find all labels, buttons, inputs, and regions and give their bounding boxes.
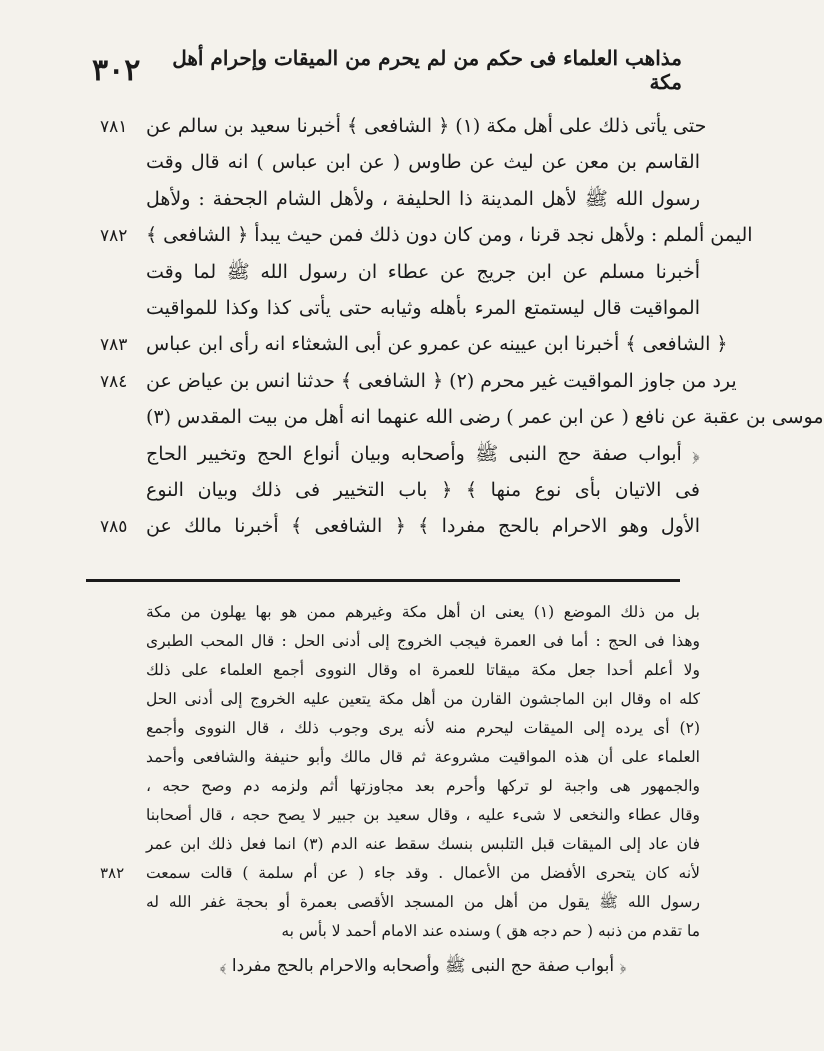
line-text: العلماء على أن هذه المواقيت مشروعة ثم قال مالك وأبو حنيفة والشافعى وأحمد [146,748,700,766]
line-text: كله اه وقال ابن الماجشون القارن من أهل مكة يتعين عليه الخروج إلى أدنى الحل [146,690,700,708]
line-text: ﴿ أبواب صفة حج النبى ﷺ وأصحابه وبيان أنواع الحج وتخيير الحاج [146,442,700,465]
line-text: فى الاتيان بأى نوع منها ﴾ ﴿ باب التخيير فى ذلك وبيان النوع [146,478,700,501]
page-header [92,48,682,92]
page-number: ٣٠٢ [92,52,141,88]
footnotes [94,598,700,986]
text-line [94,181,700,217]
hadith-number: ٧٨٥ [100,517,128,538]
text-line [94,290,700,326]
footnote-line [94,627,700,656]
line-text: لأنه كان يتحرى الأفضل من الأعمال . وقد جاء ( عن أم سلمة ) قالت سمعت [146,864,700,882]
hadith-number: ٧٨٤ [100,371,128,392]
footnote-line [94,598,700,627]
line-text: موسى بن عقبة عن نافع ( عن ابن عمر ) رضى الله عنهما انه أهل من بيت المقدس (٣) [146,406,824,429]
line-text: اليمن ألملم : ولأهل نجد قرنا ، ومن كان دون ذلك فمن حيث يبدأ ﴿ الشافعى ﴾ [146,224,753,247]
line-text: ما تقدم من ذنبه ( حم دجه هق ) وسنده عند الامام أحمد لا بأس به [281,922,700,940]
footnote-line [94,772,700,801]
footnote-line [94,917,700,946]
text-line [94,508,700,544]
line-text: القاسم بن معن عن ليث عن طاوس ( عن ابن عباس ) انه قال وقت [146,151,700,174]
line-text: يرد من جاوز المواقيت غير محرم (٢) ﴿ الشافعى ﴾ حدثنا انس بن عياض عن [146,369,737,392]
line-text: بل من ذلك الموضع (١) يعنى ان أهل مكة وغيرهم ممن هو بها يهلون من مكة [146,603,701,621]
section-title: ﴿ أبواب صفة حج النبى ﷺ وأصحابه والاحرام بالحج مفردا ﴾ [219,956,627,976]
footnote-line [94,656,700,685]
line-text: المواقيت قال ليستمتع المرء بأهله وثيابه حتى يأتى كذا وكذا للمواقيت [146,296,700,319]
line-text: رسول الله ﷺ لأهل المدينة ذا الحليفة ، ولأهل الشام الجحفة : ولأهل [146,187,700,210]
line-text: حتى يأتى ذلك على أهل مكة (١) ﴿ الشافعى ﴾ أخبرنا سعيد بن سالم عن [146,115,707,137]
line-text: (٢) أى يرده إلى الميقات ليحرم منه لأنه يرى وجوب ذلك ، قال النووى وأجمع [146,719,700,737]
text-line [94,108,707,144]
section-heading-row [94,946,700,986]
line-text: رسول الله ﷺ يقول من أهل من المسجد الأقصى بعمرة أو بحجة غفر الله له [146,893,700,911]
hadith-number: ٣٨٢ [100,864,125,882]
footnote-line [94,743,700,772]
footnote-line [94,801,700,830]
text-line [94,326,728,362]
line-text: وقال عطاء والنخعى لا شىء عليه ، وقال سعيد بن جبير لا يصح حجه ، قال أصحابنا [146,806,700,824]
text-line [94,254,700,290]
line-text: والجمهور هى واجبة لو تركها وأحرم بعد مجاوزتها أثم ولزمه دم وصح حجه ، [146,777,700,795]
line-text: فان عاد إلى الميقات قبل التلبس بنسك سقط عنه الدم (٣) انما فعل ذلك ابن عمر [146,835,701,853]
text-line [94,144,700,180]
line-text: الأول وهو الاحرام بالحج مفردا ﴾ ﴿ الشافعى ﴾ أخبرنا مالك عن [146,515,700,538]
text-line [94,217,753,253]
footnote-line [94,714,700,743]
line-text: ﴿ الشافعى ﴾ أخبرنا ابن عيينه عن عمرو عن أبى الشعثاء انه رأى ابن عباس [146,333,728,356]
line-text: وهذا فى الحج : أما فى العمرة فيجب الخروج إلى أدنى الحل : قال المحب الطبرى [146,632,700,650]
line-text: أخبرنا مسلم عن ابن جريج عن عطاء ان رسول الله ﷺ لما وقت [146,260,700,283]
footnote-divider [86,579,680,582]
main-text [94,108,824,545]
text-line [94,363,737,399]
text-line [94,472,700,508]
hadith-number: ٧٨٢ [100,226,128,247]
text-line [94,399,824,435]
running-title: مذاهب العلماء فى حكم من لم يحرم من الميقات وإحرام أهل مكة [172,46,682,94]
line-text: ولا أعلم أحدا جعل مكة ميقاتا للعمرة اه وقال النووى أجمع العلماء على ذلك [146,661,700,679]
footnote-line [94,685,700,714]
text-line [94,436,700,472]
footnote-line [94,888,700,917]
footnote-line [94,859,700,888]
hadith-number: ٧٨٣ [100,335,128,356]
hadith-number: ٧٨١ [100,117,128,137]
footnote-line [94,830,700,859]
